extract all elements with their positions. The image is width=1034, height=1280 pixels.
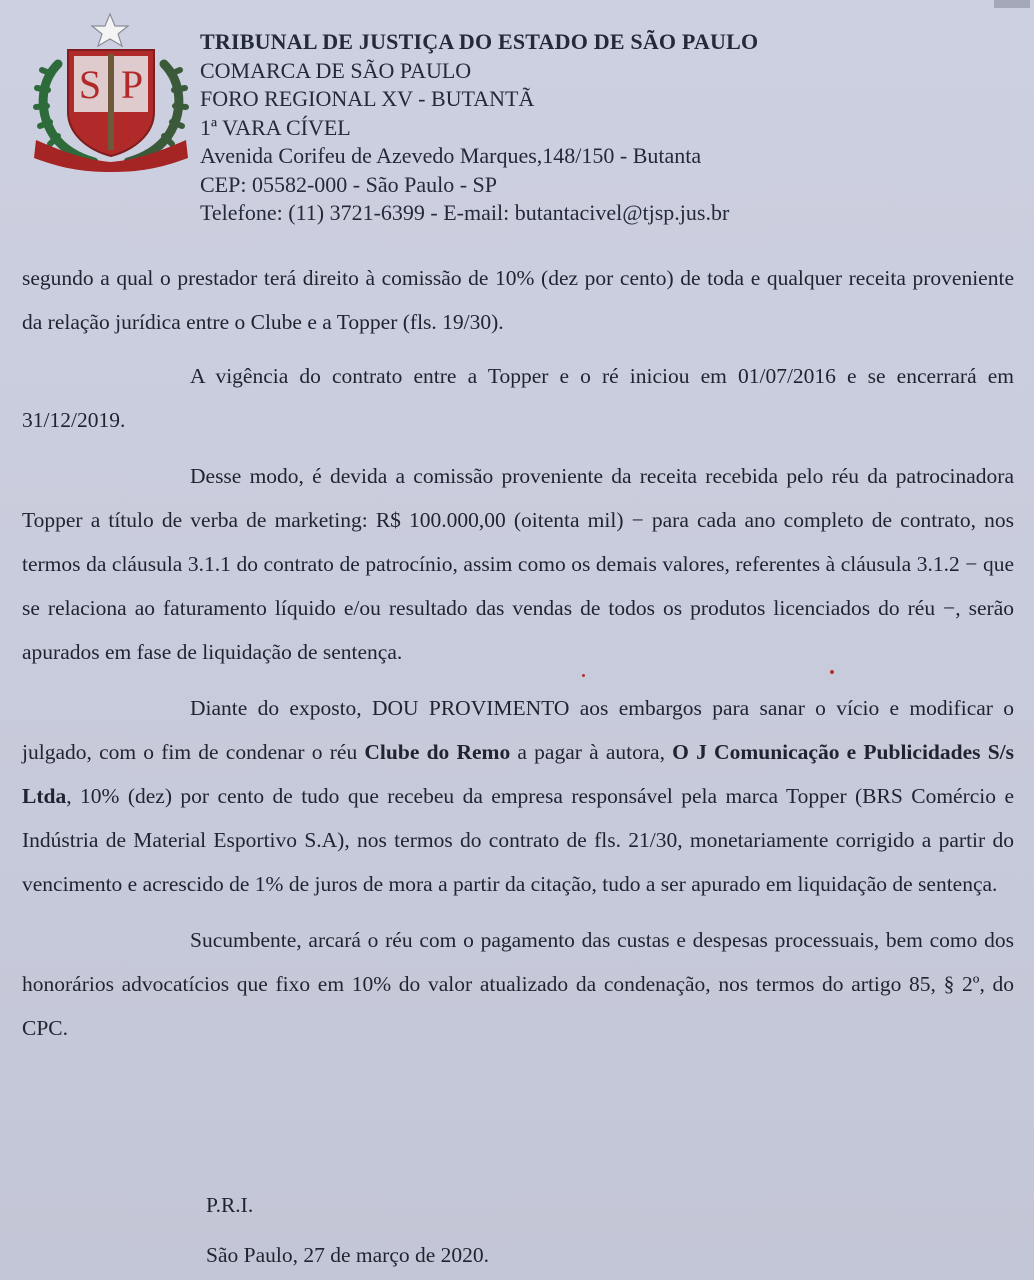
paragraph-5: Sucumbente, arcará o réu com o pagamento das custas e despesas processuais, bem como dos honorários advocatícios que fixo em 10% do valor atualizado da condenação, nos termos do artigo 85, § 2º, do CPC. bbox=[22, 928, 1014, 1040]
ink-speck bbox=[582, 674, 585, 677]
court-name: TRIBUNAL DE JUSTIÇA DO ESTADO DE SÃO PAULO bbox=[200, 29, 759, 54]
ink-speck bbox=[830, 670, 834, 674]
paragraph-1: segundo a qual o prestador terá direito à comissão de 10% (dez por cento) de toda e qualquer receita proveniente da relação jurídica entre o Clube e a Topper (fls. 19/30). bbox=[22, 266, 1014, 334]
closing-block bbox=[206, 1180, 489, 1280]
pri-line: P.R.I. bbox=[206, 1193, 254, 1217]
plaintiff-name: O J Comunicação e Publicidades S/s Ltda bbox=[22, 740, 1014, 808]
defendant-name: Clube do Remo bbox=[364, 740, 511, 764]
date-line: São Paulo, 27 de março de 2020. bbox=[206, 1243, 490, 1267]
decision-body bbox=[22, 256, 1014, 1062]
paragraph-4-part-e: , 10% (dez) por cento de tudo que recebeu da empresa responsável pela marca Topper (BRS Comércio e Indústria de Material Esportivo S.A), nos termos do contrato de fls. 21/30, monetariamente corrigido a partir do vencimento e acrescido de 1% de juros de mora a partir da citação, tudo a ser apurado em liquidação de sentença. bbox=[22, 784, 1014, 896]
letterhead bbox=[28, 12, 1008, 242]
paragraph-2: A vigência do contrato entre a Topper e o ré iniciou em 01/07/2016 e se encerrará em 31/12/2019. bbox=[22, 364, 1014, 432]
paragraph-3: Desse modo, é devida a comissão proveniente da receita recebida pelo réu da patrocinadora Topper a título de verba de marketing: R$ 100.000,00 (oitenta mil) − para cada ano completo de contrato, nos termos da cláusula 3.1.1 do contrato de patrocínio, assim como os demais valores, referentes à cláusula 3.1.2 − que se relaciona ao faturamento líquido e/ou resultado das vendas de todos os produtos licenciados do réu −, serão apurados em fase de liquidação de sentença. bbox=[22, 464, 1014, 664]
svg-text:S: S bbox=[78, 62, 102, 107]
paragraph-4 bbox=[22, 686, 1014, 906]
court-contact: Telefone: (11) 3721-6399 - E-mail: butantacivel@tjsp.jus.br bbox=[200, 200, 730, 225]
svg-text:P: P bbox=[120, 62, 144, 107]
court-cep: CEP: 05582-000 - São Paulo - SP bbox=[200, 171, 498, 197]
paragraph-4-part-a: Diante do exposto, DOU PROVIMENTO aos embargos para sanar o vício e modificar o julgado, com o fim de condenar o réu bbox=[22, 696, 1014, 764]
sao-paulo-coat-of-arms-icon bbox=[28, 12, 193, 172]
letterhead-text bbox=[200, 28, 758, 228]
paragraph-4-part-c: a pagar à autora, bbox=[510, 740, 673, 764]
court-address: Avenida Corifeu de Azevedo Marques,148/150 - Butanta bbox=[200, 143, 702, 168]
district-name: COMARCA DE SÃO PAULO bbox=[200, 57, 472, 83]
corner-mark bbox=[994, 0, 1030, 8]
forum-name: FORO REGIONAL XV - BUTANTÃ bbox=[200, 86, 535, 111]
division-name: 1ª VARA CÍVEL bbox=[200, 114, 351, 140]
